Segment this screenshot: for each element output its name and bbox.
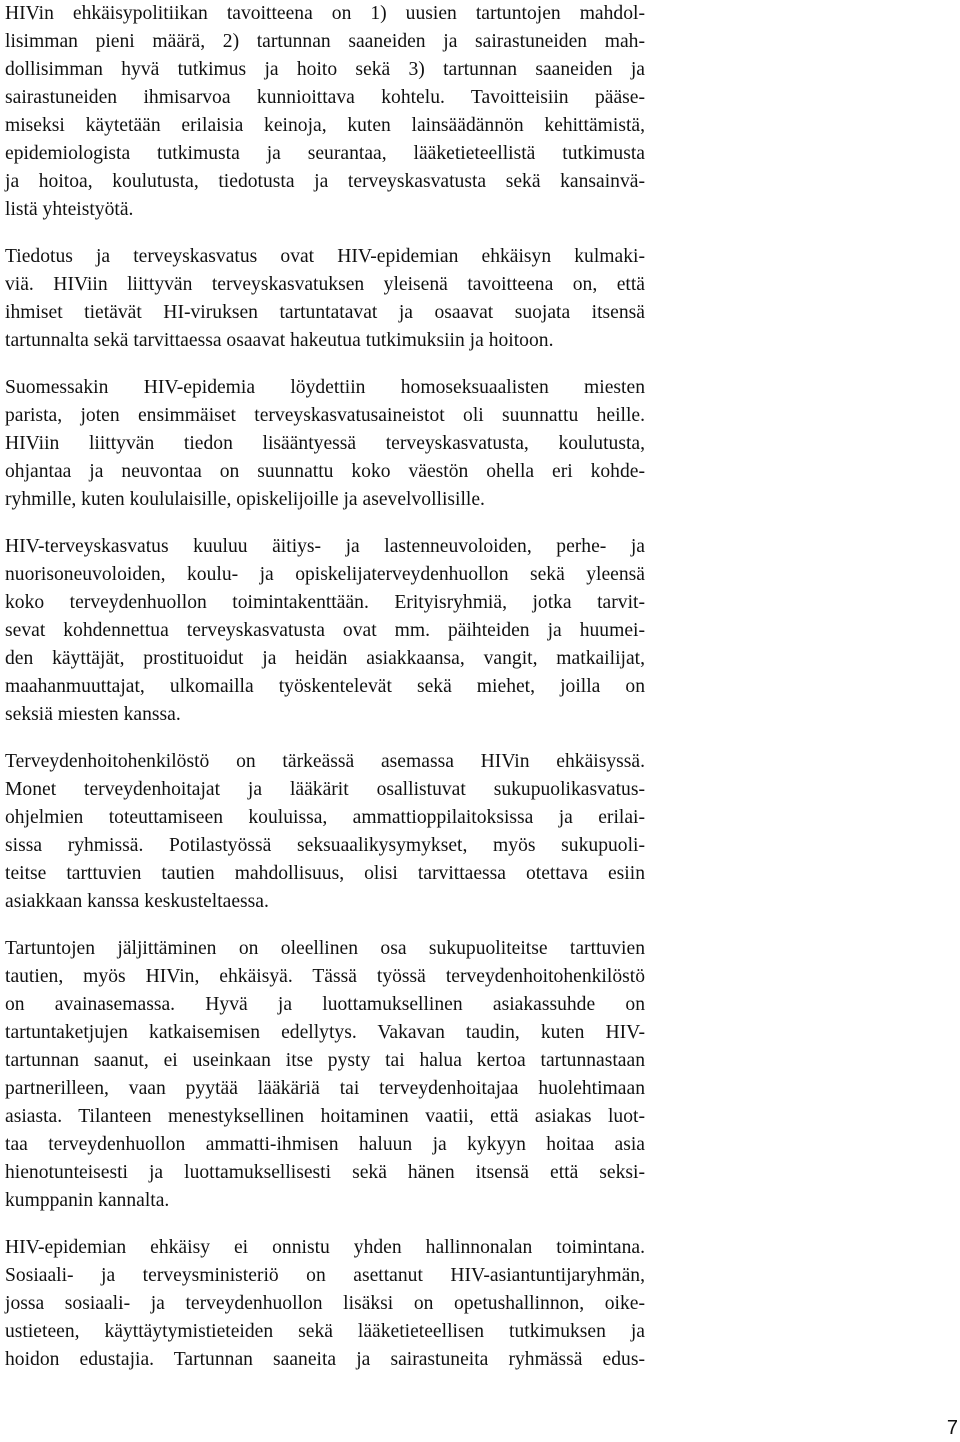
document-page bbox=[5, 0, 645, 1393]
text-line: ohjelmien toteuttamiseen kouluissa, ammattioppilaitoksissa ja erilai- bbox=[5, 807, 645, 828]
paragraph-4 bbox=[5, 533, 645, 729]
text-line: nuorisoneuvoloiden, koulu- ja opiskelijaterveydenhuollon sekä yleensä bbox=[5, 564, 645, 585]
text-line: Tartuntojen jäljittäminen on oleellinen osa sukupuoliteitse tarttuvien bbox=[5, 938, 645, 959]
text-line: ustieteen, käyttäytymistieteiden sekä lääketieteellisen tutkimuksen ja bbox=[5, 1321, 645, 1342]
text-line: tartunnan saanut, ei useinkaan itse pysty tai halua kertoa tartunnastaan bbox=[5, 1050, 645, 1071]
text-line: sissa ryhmissä. Potilastyössä seksuaalikysymykset, myös sukupuoli- bbox=[5, 835, 645, 856]
text-line: epidemiologista tutkimusta ja seurantaa, lääketieteellistä tutkimusta bbox=[5, 143, 645, 164]
text-line: maahanmuuttajat, ulkomailla työskentelevät sekä miehet, joilla on bbox=[5, 676, 645, 697]
text-line: Monet terveydenhoitajat ja lääkärit osallistuvat sukupuolikasvatus- bbox=[5, 779, 645, 800]
text-line: listä yhteistyötä. bbox=[5, 199, 134, 220]
text-line: jossa sosiaali- ja terveydenhuollon lisäksi on opetushallinnon, oike- bbox=[5, 1293, 645, 1314]
text-line: HIViin liittyvän tiedon lisääntyessä terveyskasvatusta, koulutusta, bbox=[5, 433, 645, 454]
text-line: Sosiaali- ja terveysministeriö on asettanut HIV-asiantuntijaryhmän, bbox=[5, 1265, 645, 1286]
text-line: HIV-epidemian ehkäisy ei onnistu yhden hallinnonalan toimintana. bbox=[5, 1237, 645, 1258]
text-line: koko terveydenhuollon toimintakenttään. Erityisryhmiä, jotka tarvit- bbox=[5, 592, 645, 613]
paragraph-6 bbox=[5, 935, 645, 1215]
paragraph-2 bbox=[5, 243, 645, 355]
text-line: HIV-terveyskasvatus kuuluu äitiys- ja lastenneuvoloiden, perhe- ja bbox=[5, 536, 645, 557]
text-line: miseksi käytetään erilaisia keinoja, kuten lainsäädännön kehittämistä, bbox=[5, 115, 645, 136]
paragraph-5 bbox=[5, 748, 645, 916]
text-line: asiasta. Tilanteen menestyksellinen hoitaminen vaatii, että asiakas luot- bbox=[5, 1106, 645, 1127]
text-line: hienotunteisesti ja luottamuksellisesti sekä hänen itsensä että seksi- bbox=[5, 1162, 645, 1183]
text-line: ohjantaa ja neuvontaa on suunnattu koko väestön ohella eri kohde- bbox=[5, 461, 645, 482]
text-line: parista, joten ensimmäiset terveyskasvatusaineistot oli suunnattu heille. bbox=[5, 405, 645, 426]
text-line: ryhmille, kuten koululaisille, opiskelijoille ja asevelvollisille. bbox=[5, 489, 485, 510]
text-line: tautien, myös HIVin, ehkäisyä. Tässä työssä terveydenhoitohenkilöstö bbox=[5, 966, 645, 987]
text-line: ihmiset tietävät HI-viruksen tartuntatavat ja osaavat suojata itsensä bbox=[5, 302, 645, 323]
text-line: lisimman pieni määrä, 2) tartunnan saaneiden ja sairastuneiden mah- bbox=[5, 31, 645, 52]
text-line: tartuntaketjujen katkaisemisen edellytys. Vakavan taudin, kuten HIV- bbox=[5, 1022, 645, 1043]
text-line: viä. HIViin liittyvän terveyskasvatuksen yleisenä tavoitteena on, että bbox=[5, 274, 645, 295]
text-line: hoidon edustajia. Tartunnan saaneita ja sairastuneita ryhmässä edus- bbox=[5, 1349, 645, 1370]
text-line: HIVin ehkäisypolitiikan tavoitteena on 1) uusien tartuntojen mahdol- bbox=[5, 3, 645, 24]
text-line: dollisimman hyvä tutkimus ja hoito sekä 3) tartunnan saaneiden ja bbox=[5, 59, 645, 80]
text-line: seksiä miesten kanssa. bbox=[5, 704, 181, 725]
page-number: 7 bbox=[946, 1417, 958, 1439]
text-line: asiakkaan kanssa keskusteltaessa. bbox=[5, 891, 269, 912]
text-line: Suomessakin HIV-epidemia löydettiin homoseksuaalisten miesten bbox=[5, 377, 645, 398]
text-line: on avainasemassa. Hyvä ja luottamuksellinen asiakassuhde on bbox=[5, 994, 645, 1015]
text-line: Tiedotus ja terveyskasvatus ovat HIV-epidemian ehkäisyn kulmaki- bbox=[5, 246, 645, 267]
text-line: partnerilleen, vaan pyytää lääkäriä tai terveydenhoitajaa huolehtimaan bbox=[5, 1078, 645, 1099]
paragraph-1 bbox=[5, 0, 645, 224]
text-line: kumppanin kannalta. bbox=[5, 1190, 170, 1211]
text-line: sairastuneiden ihmisarvoa kunnioittava kohtelu. Tavoitteisiin pääse- bbox=[5, 87, 645, 108]
text-line: teitse tarttuvien tautien mahdollisuus, olisi tarvittaessa otettava esiin bbox=[5, 863, 645, 884]
paragraph-7 bbox=[5, 1234, 645, 1374]
text-line: sevat kohdennettua terveyskasvatusta ovat mm. päihteiden ja huumei- bbox=[5, 620, 645, 641]
text-line: Terveydenhoitohenkilöstö on tärkeässä asemassa HIVin ehkäisyssä. bbox=[5, 751, 645, 772]
text-line: taa terveydenhuollon ammatti-ihmisen haluun ja kykyyn hoitaa asia bbox=[5, 1134, 645, 1155]
text-line: ja hoitoa, koulutusta, tiedotusta ja terveyskasvatusta sekä kansainvä- bbox=[5, 171, 645, 192]
text-line: tartunnalta sekä tarvittaessa osaavat hakeutua tutkimuksiin ja hoitoon. bbox=[5, 330, 554, 351]
text-line: den käyttäjät, prostituoidut ja heidän asiakkaansa, vangit, matkailijat, bbox=[5, 648, 645, 669]
paragraph-3 bbox=[5, 374, 645, 514]
